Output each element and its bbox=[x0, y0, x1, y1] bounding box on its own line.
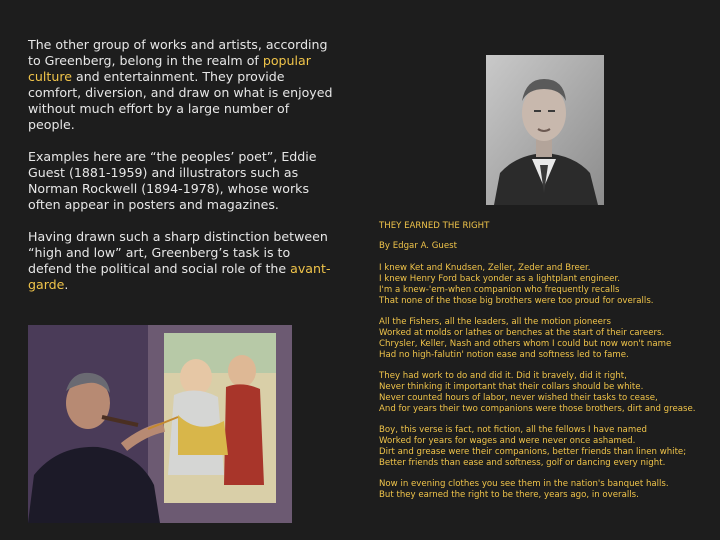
rockwell-painting-photo bbox=[28, 325, 292, 523]
poem-line: I'm a knew-'em-when companion who frequently recalls bbox=[379, 284, 620, 295]
intro-p1-text: The other group of works and artists, according to Greenberg, belong in the realm of bbox=[28, 37, 328, 68]
intro-paragraph-3 bbox=[28, 229, 338, 293]
poem-line: Chrysler, Keller, Nash and others whom I could but now won't name bbox=[379, 338, 672, 349]
poem-line: I knew Ket and Knudsen, Zeller, Zeder and Breer. bbox=[379, 262, 591, 273]
poem-line: And for years their two companions were those brothers, dirt and grease. bbox=[379, 403, 696, 414]
poem-line: I knew Henry Ford back yonder as a lightplant engineer. bbox=[379, 273, 620, 284]
poem-line: But they earned the right to be there, years ago, in overalls. bbox=[379, 490, 639, 501]
poem-line: All the Fishers, all the leaders, all the motion pioneers bbox=[379, 316, 611, 327]
poem-line: Had no high-falutin' notion ease and softness led to fame. bbox=[379, 349, 629, 360]
intro-paragraph-1 bbox=[28, 37, 338, 133]
poem-line: Worked for years for wages and were never once ashamed. bbox=[379, 436, 636, 447]
poem bbox=[379, 221, 714, 512]
poem-stanza-5 bbox=[379, 479, 714, 501]
intro-p3-text: Having drawn such a sharp distinction between “high and low” art, Greenberg’s task is to defend the political and social role of the bbox=[28, 229, 328, 276]
intro-p3-text-end: . bbox=[64, 277, 69, 292]
intro-paragraph-2: Examples here are “the peoples’ poet”, Eddie Guest (1881-1959) and illustrators such as Norman Rockwell (1894-1978), whose works often appear in posters and magazines. bbox=[28, 149, 317, 212]
poem-line: Better friends than ease and softness, golf or dancing every night. bbox=[379, 457, 666, 468]
intro-p1-text-end: and entertainment. They provide comfort, diversion, and draw on what is enjoyed without much effort by a large number of people. bbox=[28, 69, 333, 132]
poem-line: Now in evening clothes you see them in the nation's banquet halls. bbox=[379, 479, 669, 490]
poem-line: Dirt and grease were their companions, better friends than linen white; bbox=[379, 447, 687, 457]
avant-garde-link[interactable]: avant-garde bbox=[28, 261, 331, 292]
poem-byline: By Edgar A. Guest bbox=[379, 240, 458, 251]
poem-stanza-4 bbox=[379, 425, 714, 469]
popular-culture-link[interactable]: popular culture bbox=[28, 53, 311, 84]
edgar-guest-portrait bbox=[486, 55, 604, 205]
poem-line: Worked at molds or lathes or benches at the start of their careers. bbox=[379, 327, 665, 338]
poem-stanza-3 bbox=[379, 371, 714, 415]
poem-line: Boy, this verse is fact, not fiction, all the fellows I have named bbox=[379, 425, 647, 436]
poem-stanza-2 bbox=[379, 317, 714, 361]
poem-line: Never thinking it important that their collars should be white. bbox=[379, 381, 644, 392]
poem-line: They had work to do and did it. Did it bravely, did it right, bbox=[379, 371, 627, 382]
poem-line: Never counted hours of labor, never wished their tasks to cease, bbox=[379, 392, 658, 403]
poem-title: THEY EARNED THE RIGHT bbox=[379, 221, 490, 231]
poem-stanza-1 bbox=[379, 263, 714, 307]
intro-text bbox=[28, 37, 338, 309]
poem-line: That none of the those big brothers were too proud for overalls. bbox=[379, 295, 654, 306]
